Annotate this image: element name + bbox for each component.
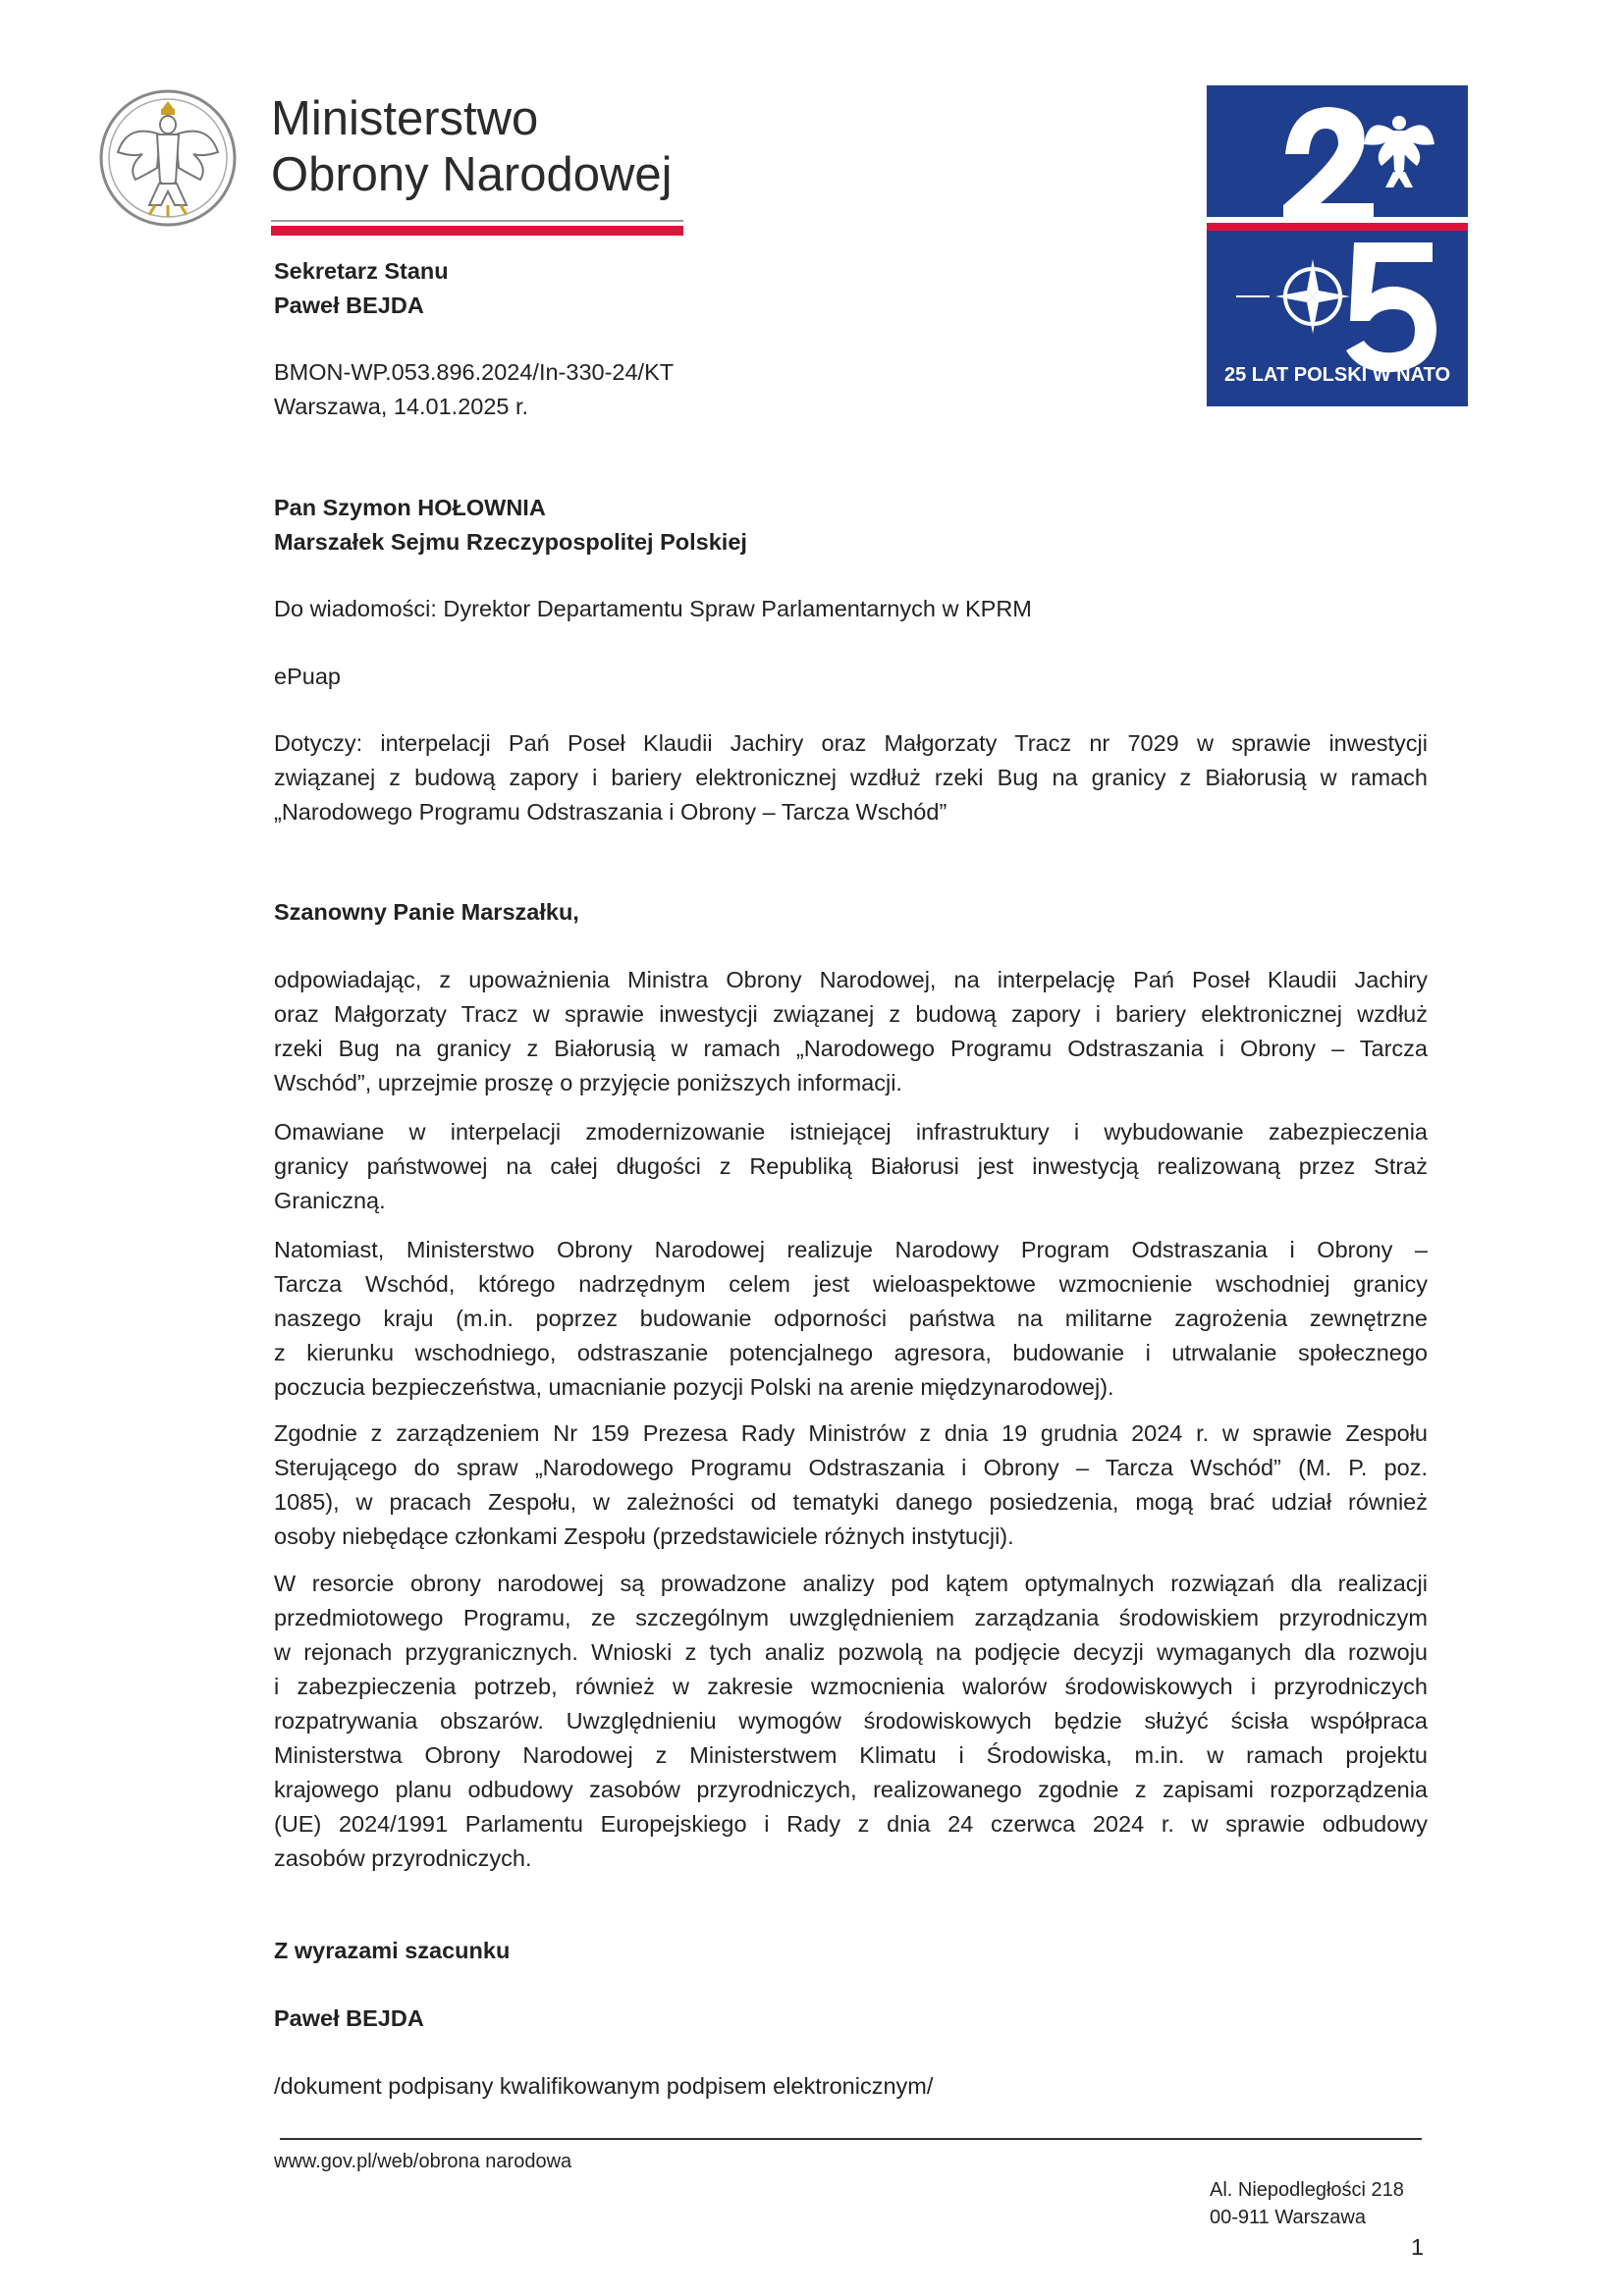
- footer-rule: [280, 2138, 1422, 2140]
- body-line: W resorcie obrony narodowej są prowadzone analizy pod kątem optymalnych rozwiązań dla realizacji: [274, 1571, 1428, 1596]
- subject-line: związanej z budową zapory i bariery elektronicznej wzdłuż rzeki Bug na granicy z Białorusią w ramach: [274, 765, 1428, 790]
- place-date: Warszawa, 14.01.2025 r.: [274, 394, 529, 419]
- body-line: przedmiotowego Programu, ze szczególnym uwzględnieniem zarządzania środowiskiem przyrodniczym: [274, 1605, 1428, 1630]
- body-line: odpowiadając, z upoważnienia Ministra Obrony Narodowej, na interpelację Pań Poseł Klaudii Jachiry: [274, 967, 1428, 992]
- delivery-channel: ePuap: [274, 664, 341, 689]
- body-line: oraz Małgorzaty Tracz w sprawie inwestycji związanej z budową zapory i bariery elektronicznej wzdłuż: [274, 1001, 1428, 1027]
- body-line: zasobów przyrodniczych.: [274, 1845, 532, 1871]
- sender-title: Sekretarz Stanu: [274, 258, 449, 284]
- white-eagle-emblem-icon: [98, 83, 238, 233]
- body-paragraph-4: [274, 1416, 1428, 1554]
- logo-red-rule: [271, 226, 683, 236]
- ministry-logo: [98, 83, 687, 245]
- page-number: 1: [1411, 2234, 1425, 2260]
- ministry-name: [271, 91, 673, 203]
- body-line: osoby niebędące członkami Zespołu (przedstawiciele różnych instytucji).: [274, 1523, 1014, 1549]
- reference-number: BMON-WP.053.896.2024/In-330-24/KT: [274, 359, 675, 385]
- body-paragraph-2: [274, 1115, 1428, 1218]
- footer-address-line1: Al. Niepodległości 218: [1210, 2179, 1404, 2201]
- badge-number: 25: [1336, 348, 1338, 349]
- body-line: krajowego planu odbudowy zasobów przyrodniczych, realizowanego zgodnie z zapisami rozporządzenia: [274, 1777, 1428, 1802]
- cc-line: Do wiadomości: Dyrektor Departamentu Spraw Parlamentarnych w KPRM: [274, 596, 1032, 621]
- body-line: z kierunku wschodniego, odstraszanie potencjalnego agresora, budowanie i utrwalanie społecznego: [274, 1340, 1428, 1365]
- body-line: Tarcza Wschód, którego nadrzędnym celem jest wieloaspektowe wzmocnienie wschodniej granicy: [274, 1271, 1428, 1297]
- body-line: Zgodnie z zarządzeniem Nr 159 Prezesa Rady Ministrów z dnia 19 grudnia 2024 r. w sprawie Zespołu: [274, 1420, 1428, 1446]
- body-paragraph-5: [274, 1567, 1428, 1876]
- subject-line: Dotyczy: interpelacji Pań Poseł Klaudii Jachiry oraz Małgorzaty Tracz nr 7029 w sprawie inwestycji: [274, 730, 1428, 756]
- body-line: Wschód”, uprzejmie proszę o przyjęcie poniższych informacji.: [274, 1070, 902, 1095]
- body-line: naszego kraju (m.in. poprzez budowanie odporności państwa na militarne zagrożenia zewnętrzne: [274, 1306, 1428, 1331]
- recipient-name: Pan Szymon HOŁOWNIA: [274, 495, 546, 520]
- body-paragraph-1: [274, 963, 1428, 1100]
- signature-note: /dokument podpisany kwalifikowanym podpisem elektronicznym/: [274, 2073, 934, 2099]
- body-line: rzeki Bug na granicy z Białorusią w ramach „Narodowego Programu Odstraszania i Obrony – Tarcza: [274, 1036, 1428, 1061]
- closing-regards: Z wyrazami szacunku: [274, 1938, 511, 1963]
- body-line: 1085), w pracach Zespołu, w zależności od tematyki danego posiedzenia, mogą brać udział również: [274, 1489, 1428, 1515]
- badge-caption: 25 LAT POLSKI W NATO: [1223, 364, 1450, 386]
- body-line: Natomiast, Ministerstwo Obrony Narodowej realizuje Narodowy Program Odstraszania i Obrony –: [274, 1237, 1428, 1262]
- signatory-name: Paweł BEJDA: [274, 2005, 424, 2031]
- body-line: Omawiane w interpelacji zmodernizowanie istniejącej infrastruktury i wybudowanie zabezpieczenia: [274, 1119, 1428, 1145]
- logo-grey-rule: [271, 220, 683, 222]
- body-line: Sterującego do spraw „Narodowego Programu Odstraszania i Obrony – Tarcza Wschód” (M. P. poz.: [274, 1455, 1428, 1480]
- body-line: poczucia bezpieczeństwa, umacnianie pozycji Polski na arenie międzynarodowej).: [274, 1374, 1114, 1400]
- body-line: w rejonach przygranicznych. Wnioski z tych analiz pozwolą na podjęcie decyzji wymaganych dla rozwoju: [274, 1639, 1428, 1665]
- footer-website: www.gov.pl/web/obrona narodowa: [274, 2151, 572, 2172]
- footer-address-line2: 00-911 Warszawa: [1210, 2207, 1366, 2228]
- nato-25-badge: [1207, 85, 1468, 406]
- body-line: (UE) 2024/1991 Parlamentu Europejskiego i Rady z dnia 24 czerwca 2024 r. w sprawie odbudowy: [274, 1811, 1428, 1837]
- recipient-title: Marszałek Sejmu Rzeczypospolitej Polskiej: [274, 529, 747, 555]
- sender-name: Paweł BEJDA: [274, 293, 424, 318]
- body-line: rozpatrywania obszarów. Uwzględnieniu wymogów środowiskowych będzie służyć ścisła współpraca: [274, 1708, 1428, 1734]
- ministry-name-line2: Obrony Narodowej: [271, 148, 673, 201]
- salutation: Szanowny Panie Marszałku,: [274, 899, 579, 925]
- body-line: Ministerstwa Obrony Narodowej z Ministerstwem Klimatu i Środowiska, m.in. w ramach projektu: [274, 1742, 1428, 1768]
- body-line: i zabezpieczenia potrzeb, również w zakresie wzmocnienia walorów środowiskowych i przyrodniczych: [274, 1674, 1428, 1699]
- ministry-name-line1: Ministerstwo: [271, 92, 539, 145]
- body-line: granicy państwowej na całej długości z Republiką Białorusi jest inwestycją realizowaną przez Straż: [274, 1153, 1428, 1179]
- subject-paragraph: [274, 726, 1428, 829]
- subject-line: „Narodowego Programu Odstraszania i Obrony – Tarcza Wschód”: [274, 799, 947, 825]
- body-line: Graniczną.: [274, 1188, 386, 1213]
- body-paragraph-3: [274, 1233, 1428, 1405]
- eagle-icon: [1364, 116, 1435, 187]
